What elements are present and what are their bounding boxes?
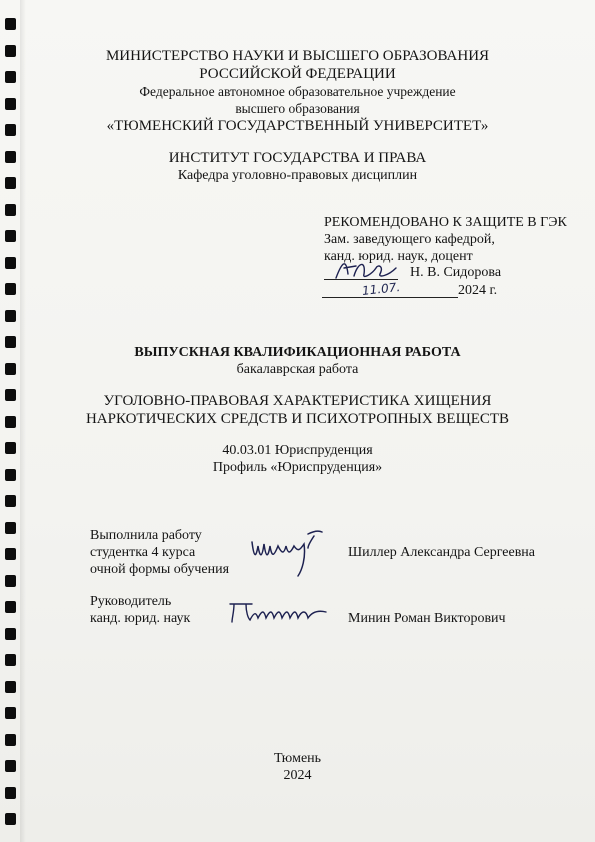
profile: Профиль «Юриспруденция»	[212, 460, 383, 475]
institute-name: ИНСТИТУТ ГОСУДАРСТВА И ПРАВА	[168, 150, 427, 166]
author-signature	[248, 528, 338, 580]
supervisor-name: Минин Роман Викторович	[348, 611, 506, 626]
approval-year: 2024 г.	[458, 283, 498, 298]
binding-ring	[5, 18, 16, 30]
ministry-line-2: РОССИЙСКОЙ ФЕДЕРАЦИИ	[199, 66, 396, 82]
supervisor-signature	[226, 598, 338, 626]
approval-date-handwritten: 11.07.	[361, 280, 401, 298]
binding-ring	[5, 230, 16, 242]
binding-ring	[5, 522, 16, 534]
supervisor-label-line-2: канд. юрид. наук	[90, 611, 191, 626]
author-label-line-1: Выполнила работу	[90, 528, 202, 543]
department-name: Кафедра уголовно-правовых дисциплин	[177, 168, 418, 183]
university-name: «ТЮМЕНСКИЙ ГОСУДАРСТВЕННЫЙ УНИВЕРСИТЕТ»	[106, 118, 489, 134]
approval-position-line-2: канд. юрид. наук, доцент	[324, 249, 473, 264]
institution-type-line-2: высшего образования	[235, 101, 360, 116]
binding-ring	[5, 283, 16, 295]
approval-signature	[330, 254, 410, 284]
binding-ring	[5, 787, 16, 799]
work-level: бакалаврская работа	[236, 362, 359, 377]
binding-ring	[5, 707, 16, 719]
approval-name: Н. В. Сидорова	[410, 265, 502, 280]
binding-ring	[5, 813, 16, 825]
binding-ring	[5, 601, 16, 613]
binding-ring	[5, 575, 16, 587]
binding-ring	[5, 548, 16, 560]
footer-city: Тюмень	[273, 751, 322, 766]
institution-type-line-1: Федеральное автономное образовательное учреждение	[139, 84, 456, 99]
binding-ring	[5, 734, 16, 746]
approval-date-underline	[322, 297, 458, 298]
specialty-code: 40.03.01 Юриспруденция	[222, 443, 373, 458]
binding-ring	[5, 310, 16, 322]
author-label-line-2: студентка 4 курса	[90, 545, 196, 560]
binding-ring	[5, 681, 16, 693]
approval-title: РЕКОМЕНДОВАНО К ЗАЩИТЕ В ГЭК	[324, 215, 567, 230]
author-name: Шиллер Александра Сергеевна	[348, 545, 536, 560]
approval-position-line-1: Зам. заведующего кафедрой,	[324, 232, 495, 247]
binding-ring	[5, 654, 16, 666]
work-title-line-1: УГОЛОВНО-ПРАВОВАЯ ХАРАКТЕРИСТИКА ХИЩЕНИЯ	[103, 393, 492, 409]
author-label-line-3: очной формы обучения	[90, 562, 230, 577]
work-title-line-2: НАРКОТИЧЕСКИХ СРЕДСТВ И ПСИХОТРОПНЫХ ВЕЩЕСТВ	[85, 411, 510, 427]
supervisor-label-line-1: Руководитель	[90, 594, 172, 609]
ministry-line-1: МИНИСТЕРСТВО НАУКИ И ВЫСШЕГО ОБРАЗОВАНИЯ	[105, 48, 490, 64]
binding-ring	[5, 257, 16, 269]
work-type: ВЫПУСКНАЯ КВАЛИФИКАЦИОННАЯ РАБОТА	[134, 345, 461, 360]
binding-ring	[5, 495, 16, 507]
binding-ring	[5, 204, 16, 216]
binding-ring	[5, 628, 16, 640]
footer-year: 2024	[283, 768, 312, 783]
